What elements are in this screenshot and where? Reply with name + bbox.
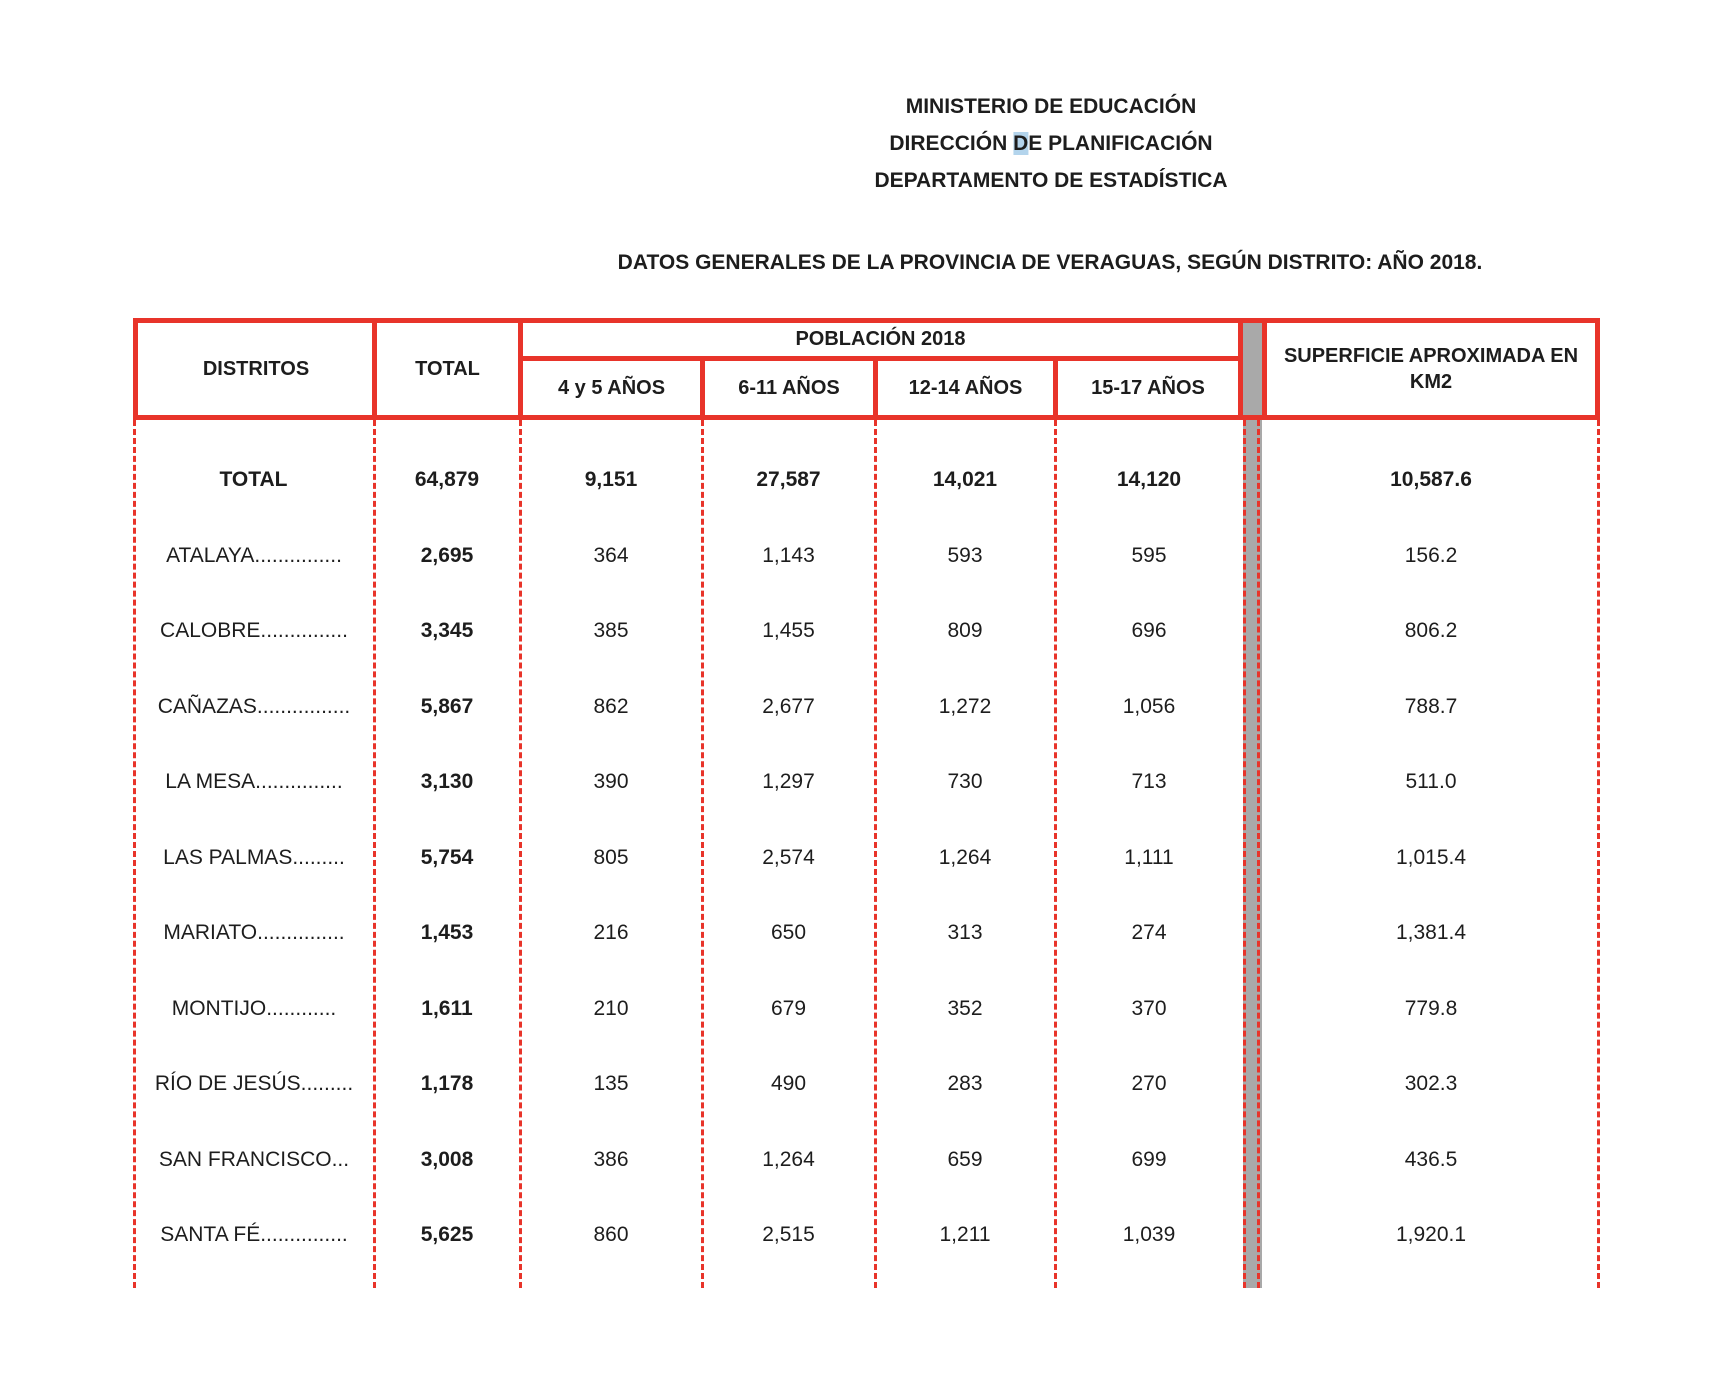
cell-superficie-km2: 1,920.1: [1395, 1223, 1467, 1246]
table-row: [0, 896, 1712, 970]
cell-age-15-17: 595: [1131, 543, 1167, 567]
cell-age-15-17: 1,056: [1122, 694, 1176, 718]
cell-age-6-11: 1,143: [762, 543, 815, 567]
cell-total: 3,130: [420, 770, 474, 793]
cell-age-4-5: 862: [593, 694, 629, 718]
cell-age-12-14: 730: [947, 770, 983, 793]
cell-superficie-km2: 806.2: [1404, 619, 1458, 642]
cell-superficie-km2: 1,015.4: [1395, 845, 1467, 869]
cell-age-4-5: 390: [593, 770, 629, 793]
cell-age-15-17: 696: [1131, 619, 1167, 642]
cell-district: TOTAL: [219, 468, 288, 491]
cell-district: SAN FRANCISCO...: [158, 1147, 350, 1171]
cell-age-12-14: 352: [947, 996, 983, 1020]
table-row: [0, 519, 1712, 593]
letterhead-line2-before: DIRECCIÓN: [889, 132, 1014, 155]
cell-total: 1,178: [420, 1072, 474, 1095]
cell-total: 1,611: [421, 996, 473, 1020]
cell-age-6-11: 2,515: [762, 1223, 815, 1246]
cell-district: LAS PALMAS.........: [163, 845, 345, 869]
table-row: [0, 1123, 1712, 1197]
cell-total: 3,008: [420, 1147, 474, 1171]
cell-age-6-11: 1,264: [762, 1147, 815, 1171]
table-row: [0, 443, 1712, 517]
table-row: [0, 670, 1712, 744]
cell-age-15-17: 274: [1131, 921, 1167, 944]
cell-total: 5,754: [420, 845, 474, 869]
column-header-superficie: [1262, 318, 1600, 420]
cell-age-4-5: 216: [593, 921, 629, 944]
letterhead-line-2: [874, 125, 1227, 162]
cell-age-12-14: 1,272: [938, 694, 992, 718]
cell-age-15-17: 1,039: [1122, 1223, 1176, 1246]
table-row: [0, 821, 1712, 895]
cell-superficie-km2: 779.8: [1404, 996, 1458, 1020]
letterhead-line-1: MINISTERIO DE EDUCACIÓN: [905, 95, 1197, 118]
column-header-age-12-14: 12-14 AÑOS: [908, 376, 1023, 399]
table-header: [133, 318, 1243, 420]
cell-age-15-17: 370: [1131, 996, 1167, 1020]
letterhead-line-3: DEPARTAMENTO DE ESTADÍSTICA: [874, 169, 1228, 192]
cell-district: LA MESA...............: [165, 770, 343, 793]
cell-total: 64,879: [414, 468, 480, 491]
column-header-age-15-17: 15-17 AÑOS: [1091, 376, 1205, 399]
cell-superficie-km2: 436.5: [1404, 1147, 1458, 1171]
cell-age-15-17: 1,111: [1124, 845, 1174, 869]
cell-total: 1,453: [420, 921, 474, 944]
cell-superficie-km2: 156.2: [1404, 543, 1458, 567]
column-header-total: TOTAL: [415, 357, 480, 380]
cell-age-6-11: 2,574: [762, 845, 815, 869]
cell-age-15-17: 270: [1131, 1072, 1167, 1095]
cell-district: CAÑAZAS................: [157, 694, 351, 718]
cell-age-12-14: 809: [947, 619, 983, 642]
cell-age-4-5: 210: [593, 996, 629, 1020]
cell-superficie-km2: 302.3: [1404, 1072, 1458, 1095]
cell-district: MONTIJO............: [171, 996, 337, 1020]
column-header-poblacion-2018: POBLACIÓN 2018: [795, 328, 966, 350]
cell-age-15-17: 14,120: [1116, 468, 1182, 491]
letterhead: [874, 88, 1227, 199]
cell-age-4-5: 385: [593, 619, 629, 642]
cell-age-6-11: 650: [770, 921, 807, 944]
cell-age-12-14: 593: [947, 543, 983, 567]
cell-age-4-5: 386: [593, 1147, 629, 1171]
cell-district: SANTA FÉ...............: [160, 1223, 348, 1246]
cell-age-12-14: 283: [947, 1072, 983, 1095]
cell-age-6-11: 1,455: [762, 619, 815, 642]
table-row: [0, 1198, 1712, 1272]
cell-age-6-11: 1,297: [762, 770, 815, 793]
cell-age-6-11: 490: [770, 1072, 807, 1095]
table-row: [0, 745, 1712, 819]
document-title: DATOS GENERALES DE LA PROVINCIA DE VERAGUAS, SEGÚN DISTRITO: AÑO 2018.: [617, 251, 1483, 274]
column-header-age-6-11: 6-11 AÑOS: [738, 376, 840, 399]
header-border-over-strip: [1243, 318, 1262, 323]
table-row: [0, 594, 1712, 668]
column-header-distritos: DISTRITOS: [202, 357, 310, 380]
cell-age-12-14: 1,264: [938, 845, 992, 869]
cell-age-15-17: 713: [1131, 770, 1167, 793]
cell-superficie-km2: 788.7: [1404, 694, 1458, 718]
selected-character-highlight: D: [1013, 132, 1029, 155]
cell-total: 2,695: [420, 543, 474, 567]
cell-age-6-11: 679: [770, 996, 807, 1020]
cell-age-15-17: 699: [1131, 1147, 1167, 1171]
cell-total: 3,345: [420, 619, 474, 642]
cell-age-6-11: 27,587: [756, 468, 821, 491]
superficie-label: SUPERFICIE APROXIMADA EN KM2: [1283, 345, 1579, 393]
cell-total: 5,867: [420, 694, 474, 718]
cell-age-4-5: 860: [593, 1223, 629, 1246]
cell-age-12-14: 659: [947, 1147, 983, 1171]
cell-age-12-14: 1,211: [939, 1223, 991, 1246]
letterhead-line2-after: E PLANIFICACIÓN: [1028, 132, 1213, 155]
cell-district: MARIATO...............: [163, 921, 345, 944]
cell-age-12-14: 14,021: [932, 468, 998, 491]
cell-age-4-5: 9,151: [584, 468, 638, 491]
cell-age-4-5: 805: [593, 845, 629, 869]
cell-superficie-km2: 511.0: [1405, 770, 1457, 793]
cell-superficie-km2: 1,381.4: [1395, 921, 1467, 944]
cell-age-12-14: 313: [947, 921, 983, 944]
cell-district: ATALAYA...............: [166, 543, 342, 567]
cell-district: CALOBRE...............: [160, 619, 348, 642]
cell-age-4-5: 135: [593, 1072, 629, 1095]
table-row: [0, 1047, 1712, 1121]
cell-district: RÍO DE JESÚS.........: [154, 1072, 354, 1095]
column-header-age-4-5: 4 y 5 AÑOS: [557, 376, 666, 399]
cell-superficie-km2: 10,587.6: [1390, 468, 1472, 491]
cell-age-4-5: 364: [593, 543, 629, 567]
table-row: [0, 972, 1712, 1046]
cell-age-6-11: 2,677: [762, 694, 815, 718]
cell-total: 5,625: [420, 1223, 474, 1246]
